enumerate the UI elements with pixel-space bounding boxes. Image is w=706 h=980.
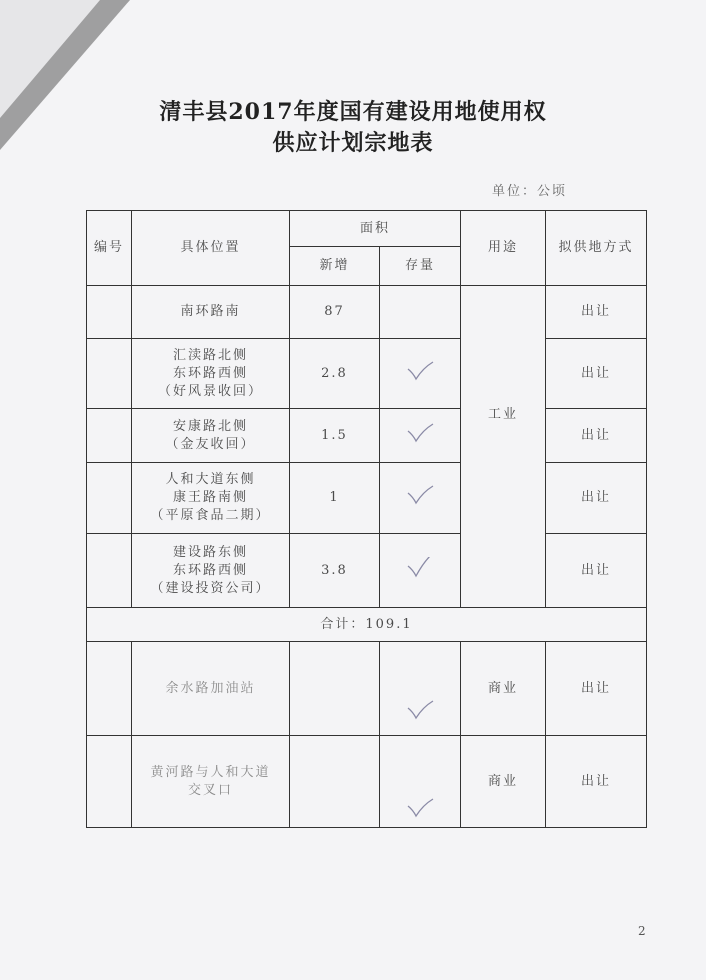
number-cell [87,534,132,608]
new-area-cell: 1 [290,463,380,534]
existing-area-cell [380,339,461,409]
supply-method-cell: 出让 [546,339,647,409]
number-cell [87,339,132,409]
existing-area-cell [380,286,461,339]
usage-cell: 工业 [461,286,546,608]
subtotal: 合计：109.1 [87,608,647,642]
number-cell [87,736,132,828]
table-row [87,736,647,828]
check-mark-icon [405,699,435,721]
location-cell: 黄河路与人和大道 交叉口 [132,736,290,828]
usage-cell: 商业 [461,642,546,736]
land-supply-table [86,210,647,828]
page-number: 2 [638,924,646,938]
number-cell [87,409,132,463]
header-new: 新增 [290,247,380,286]
supply-method-cell: 出让 [546,736,647,828]
existing-area-cell [380,463,461,534]
location-cell: 汇渎路北侧 东环路西侧 （好风景收回） [132,339,290,409]
check-mark-icon [405,484,435,506]
header-location: 具体位置 [132,211,290,286]
location-cell: 安康路北侧 （金友收回） [132,409,290,463]
table-row [87,339,647,409]
document-subtitle: 供应计划宗地表 [272,130,434,156]
subtotal-row [87,608,647,642]
number-cell [87,642,132,736]
supply-method-cell: 出让 [546,286,647,339]
new-area-cell: 1.5 [290,409,380,463]
number-cell [87,463,132,534]
check-mark-icon [405,360,435,382]
existing-area-cell [380,409,461,463]
header-area: 面积 [290,211,461,247]
check-mark-icon [405,422,435,444]
location-cell: 人和大道东侧 康王路南侧 （平原食品二期） [132,463,290,534]
supply-method-cell: 出让 [546,463,647,534]
location-cell: 余水路加油站 [132,642,290,736]
new-area-cell: 2.8 [290,339,380,409]
new-area-cell: 3.8 [290,534,380,608]
supply-method-cell: 出让 [546,409,647,463]
supply-method-cell: 出让 [546,534,647,608]
location-cell: 南环路南 [132,286,290,339]
document-title: 清丰县2017年度国有建设用地使用权 [159,99,547,125]
usage-cell: 商业 [461,736,546,828]
location-cell: 建设路东侧 东环路西侧 （建设投资公司） [132,534,290,608]
new-area-cell: 87 [290,286,380,339]
header-existing: 存量 [380,247,461,286]
check-mark-icon [405,797,435,819]
supply-method-cell: 出让 [546,642,647,736]
number-cell [87,286,132,339]
table-row [87,534,647,608]
check-mark-icon [405,557,435,579]
header-supply-method: 拟供地方式 [546,211,647,286]
table-row [87,463,647,534]
header-number: 编号 [87,211,132,286]
table-row [87,642,647,736]
table-row [87,286,647,339]
table-row [87,409,647,463]
header-usage: 用途 [461,211,546,286]
existing-area-cell [380,534,461,608]
existing-area-cell [380,642,461,736]
existing-area-cell [380,736,461,828]
new-area-cell [290,736,380,828]
new-area-cell [290,642,380,736]
unit-label: 单位：公顷 [492,184,568,199]
